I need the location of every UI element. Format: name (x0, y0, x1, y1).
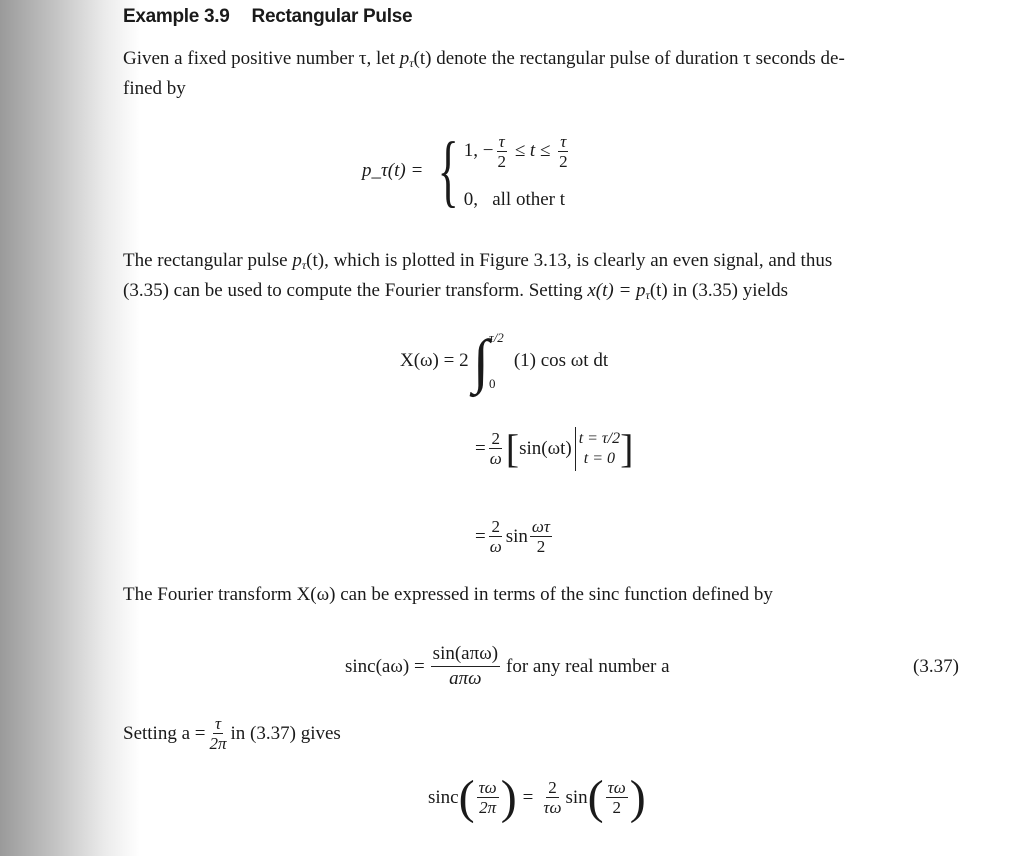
paragraph-3: The Fourier transform X(ω) can be expressed in terms of the sinc function defined by (123, 584, 773, 605)
text: x(t) = p (587, 280, 646, 301)
text: for any real number a (506, 655, 670, 677)
text: ω (489, 537, 502, 556)
text: ω (489, 449, 502, 468)
text: in (3.37) gives (230, 722, 341, 744)
equation-number: (3.37) (913, 656, 959, 677)
text: τ (409, 56, 414, 70)
text: 2 (612, 798, 621, 817)
text: 2 (536, 537, 546, 556)
text: sin (565, 786, 588, 808)
text: sinc(aω) = (345, 655, 425, 677)
paragraph-4 (123, 714, 341, 753)
text: (t), which is plotted in Figure 3.13, is clearly an even signal, and thus (306, 250, 833, 271)
equation-sinc (345, 642, 670, 691)
text: = (475, 525, 486, 547)
text: 2 (491, 429, 500, 448)
page-gutter-shadow (0, 0, 140, 856)
equation-fourier-line-1: X(ω) = 2 ∫ τ/2 0 (1) cos ωt dt (400, 328, 609, 394)
text: − (482, 139, 494, 161)
paragraph-1 (123, 46, 845, 102)
equation-fourier-line-2: = $\frac{2}{\omega}$ [ sin(ωt) t = τ/2 t = 0 ] (475, 426, 634, 471)
text: sin (505, 525, 528, 547)
text: τ (498, 131, 505, 151)
text: (t) denote the rectangular pulse of duration τ seconds de- (413, 48, 845, 69)
text: = (522, 786, 534, 808)
example-title: Rectangular Pulse (251, 6, 413, 27)
text: 0, (463, 188, 478, 210)
text: p (292, 250, 302, 271)
equation-pulse: p_τ(t) = { 1, − $\frac{\tau}{2}$ ≤ t ≤ $\frac{\tau}{2}$ 0, all other t (362, 127, 568, 215)
upper-limit: τ/2 (489, 330, 504, 345)
text: 2π (479, 798, 497, 817)
text: 1, (463, 139, 478, 161)
text: τω (543, 798, 562, 817)
lower-limit: 0 (489, 376, 496, 391)
text: sin(aπω) (431, 642, 500, 667)
text: (3.35) can be used to compute the Fourier transform. Setting (123, 280, 588, 301)
example-heading (123, 6, 412, 28)
text: sin(ωt) (519, 437, 572, 459)
text: 2 (491, 517, 500, 536)
text: p (399, 48, 410, 69)
text: The rectangular pulse (123, 250, 293, 271)
integrand: (1) cos ωt dt (513, 350, 609, 371)
text: τ (560, 131, 567, 151)
text: (t) in (3.35) yields (649, 280, 789, 301)
text: sinc (428, 786, 459, 808)
text: = (475, 437, 486, 459)
text: τ (645, 288, 650, 302)
text: τ (301, 258, 307, 272)
example-number: Example 3.9 (123, 6, 230, 27)
text: X(ω) = 2 (400, 350, 469, 371)
text: aπω (449, 668, 482, 689)
text: 2 (548, 778, 557, 797)
text: 2 (497, 151, 506, 171)
text: ωτ (531, 517, 551, 536)
text: Given a fixed positive number τ, let (123, 48, 400, 69)
text: fined by (123, 78, 186, 99)
text: all other t (492, 188, 566, 210)
text: 2π (209, 734, 227, 753)
pulse-lhs: p_τ(t) = (362, 160, 424, 181)
text: 2 (559, 151, 568, 171)
equation-fourier-line-3 (475, 517, 554, 556)
text: τω (478, 778, 497, 797)
paragraph-2 (123, 248, 832, 308)
text: τ (214, 714, 222, 733)
text: t = 0 (583, 449, 616, 467)
text: ≤ t ≤ (514, 139, 551, 161)
text: t = τ/2 (578, 429, 621, 447)
text: Setting a = (123, 722, 206, 744)
text: τω (607, 778, 626, 797)
equation-final: sinc ( $\frac{\tau\omega}{2\pi}$ ) = $\frac{2}{\tau\omega}$ sin ( $\frac{\tau\omega}{2}$ ) (428, 771, 646, 824)
